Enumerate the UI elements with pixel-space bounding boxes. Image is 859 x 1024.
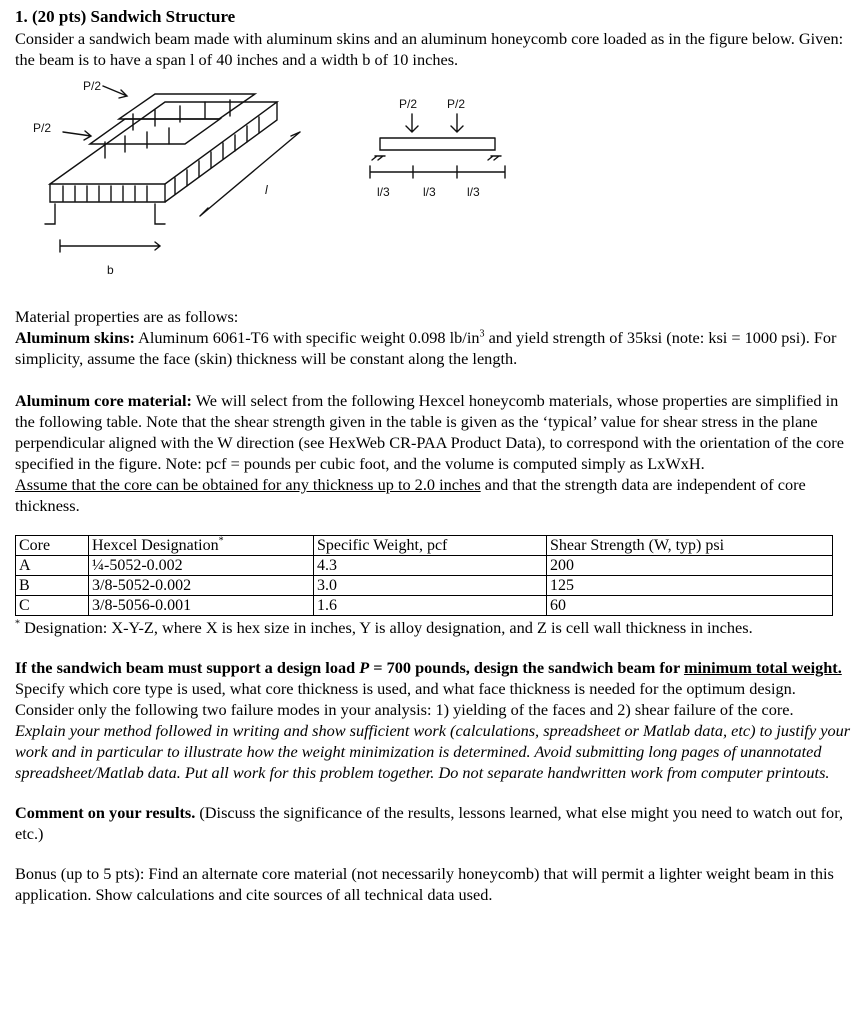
problem-title: 1. (20 pts) Sandwich Structure — [15, 7, 236, 26]
row-c-weight: 1.6 — [314, 596, 547, 616]
materials-lead: Material properties are as follows: — [15, 307, 239, 326]
schematic-beam — [380, 138, 495, 150]
skins-text-b: and yield strength of 35ksi (note: ksi = 1000 psi). For simplicity, assume the face (skin) thickness will be constant along the length. — [15, 328, 837, 368]
row-c-shear: 60 — [547, 596, 833, 616]
header-shear: Shear Strength (W, typ) psi — [547, 536, 833, 556]
length-dimension — [200, 132, 300, 216]
design-italic: Explain your method followed in writing and show sufficient work (calculations, spreadsheet or Matlab data, etc) to justify your work and in particular to illustrate how the weight minimization is determined. Avoid submitting long pages of unannotated spreadsheet/Matlab data. Put all work for this problem together. Do not separate handwritten work from computer printouts. — [15, 721, 851, 782]
row-b-designation: 3/8-5052-0.002 — [89, 576, 314, 596]
schematic-load-right — [451, 114, 463, 132]
header-designation — [89, 536, 314, 556]
comment-text: (Discuss the significance of the results, lessons learned, what else might you need to watch out for, etc.) — [15, 803, 844, 843]
comment-paragraph — [15, 802, 851, 844]
footnote-text: Designation: X-Y-Z, where X is hex size in inches, Y is alloy designation, and Z is cell wall thickness in inches. — [20, 618, 753, 637]
skins-paragraph — [15, 327, 851, 369]
load-frame-upper — [119, 94, 255, 119]
schematic-load-left — [406, 114, 418, 132]
skins-superscript: 3 — [479, 328, 485, 340]
label-third-3: l/3 — [467, 185, 480, 199]
header-core: Core — [16, 536, 89, 556]
core-text: We will select from the following Hexcel honeycomb materials, whose properties are simplified in the following table. Note that the shear strength given in the table is given as the ‘typical’ value for shear stress in the plane perpendicular aligned with the W direction (see HexWeb CR-PAA Product Data), to correspond with the orientation of the core specified in the figure. Note: pcf = pounds per cubic foot, and the volume is computed simply as LxWxH. — [15, 391, 844, 473]
row-b-weight: 3.0 — [314, 576, 547, 596]
width-dimension — [60, 240, 160, 252]
footnote-mark: * — [15, 618, 20, 630]
label-p2-side: P/2 — [33, 121, 52, 135]
row-a-shear: 200 — [547, 556, 833, 576]
skins-text-a: Aluminum 6061-T6 with specific weight 0.098 lb/in — [138, 328, 480, 347]
label-p2-left: P/2 — [399, 97, 418, 111]
label-p2-right: P/2 — [447, 97, 466, 111]
label-p2-top: P/2 — [83, 79, 102, 93]
label-third-2: l/3 — [423, 185, 436, 199]
design-bold-a: If the sandwich beam must support a design load — [15, 658, 360, 677]
label-width: b — [107, 263, 114, 277]
problem-page — [15, 6, 851, 905]
table-row — [16, 596, 833, 616]
assume-underlined: Assume that the core can be obtained for any thickness up to 2.0 inches — [15, 475, 481, 494]
design-load-symbol: P — [359, 658, 370, 677]
assume-paragraph — [15, 474, 851, 516]
design-bold-underlined: minimum total weight. — [683, 658, 842, 677]
load-arrow-1 — [103, 86, 127, 98]
core-paragraph — [15, 390, 851, 474]
design-paragraph — [15, 657, 851, 720]
row-b-core: B — [16, 576, 89, 596]
table-row — [16, 556, 833, 576]
core-table — [15, 535, 833, 616]
row-a-core: A — [16, 556, 89, 576]
design-text: Specify which core type is used, what core thickness is used, and what face thickness is needed for the optimum design. Consider only the following two failure modes in your analysis: 1) yielding of the faces and 2) shear failure of the core. — [15, 679, 796, 719]
row-b-shear: 125 — [547, 576, 833, 596]
design-instructions — [15, 720, 851, 783]
label-length: l — [265, 183, 268, 197]
schematic-dimensions — [370, 166, 505, 178]
table-row — [16, 576, 833, 596]
comment-bold: Comment on your results. — [15, 803, 196, 822]
row-a-weight: 4.3 — [314, 556, 547, 576]
beam-front-face — [50, 184, 165, 202]
skins-label: Aluminum skins: — [15, 328, 135, 347]
table-footnote — [15, 617, 851, 638]
bonus-paragraph: Bonus (up to 5 pts): Find an alternate core material (not necessarily honeycomb) that will permit a lighter weight beam in this application. Show calculations and cite sources of all technical data used. — [15, 864, 834, 904]
design-bold-b: = 700 pounds, design the sandwich beam for — [369, 658, 684, 677]
beam-sketch — [15, 74, 851, 306]
header-weight: Specific Weight, pcf — [314, 536, 547, 556]
core-label: Aluminum core material: — [15, 391, 192, 410]
row-c-designation: 3/8-5056-0.001 — [89, 596, 314, 616]
problem-intro: Consider a sandwich beam made with aluminum skins and an aluminum honeycomb core loaded as in the figure below. Given: the beam is to have a span l of 40 inches and a width b of 10 inches. — [15, 29, 844, 69]
beam-top-face — [50, 102, 277, 184]
header-designation-mark: * — [218, 535, 224, 547]
beam-figure — [15, 74, 851, 306]
row-a-designation: ¼-5052-0.002 — [89, 556, 314, 576]
label-third-1: l/3 — [377, 185, 390, 199]
header-designation-text: Hexcel Designation — [92, 537, 219, 554]
load-arrow-2 — [63, 131, 91, 140]
row-c-core: C — [16, 596, 89, 616]
core-table-header — [16, 536, 833, 556]
assume-rest: and that the strength data are independent of core thickness. — [15, 475, 806, 515]
